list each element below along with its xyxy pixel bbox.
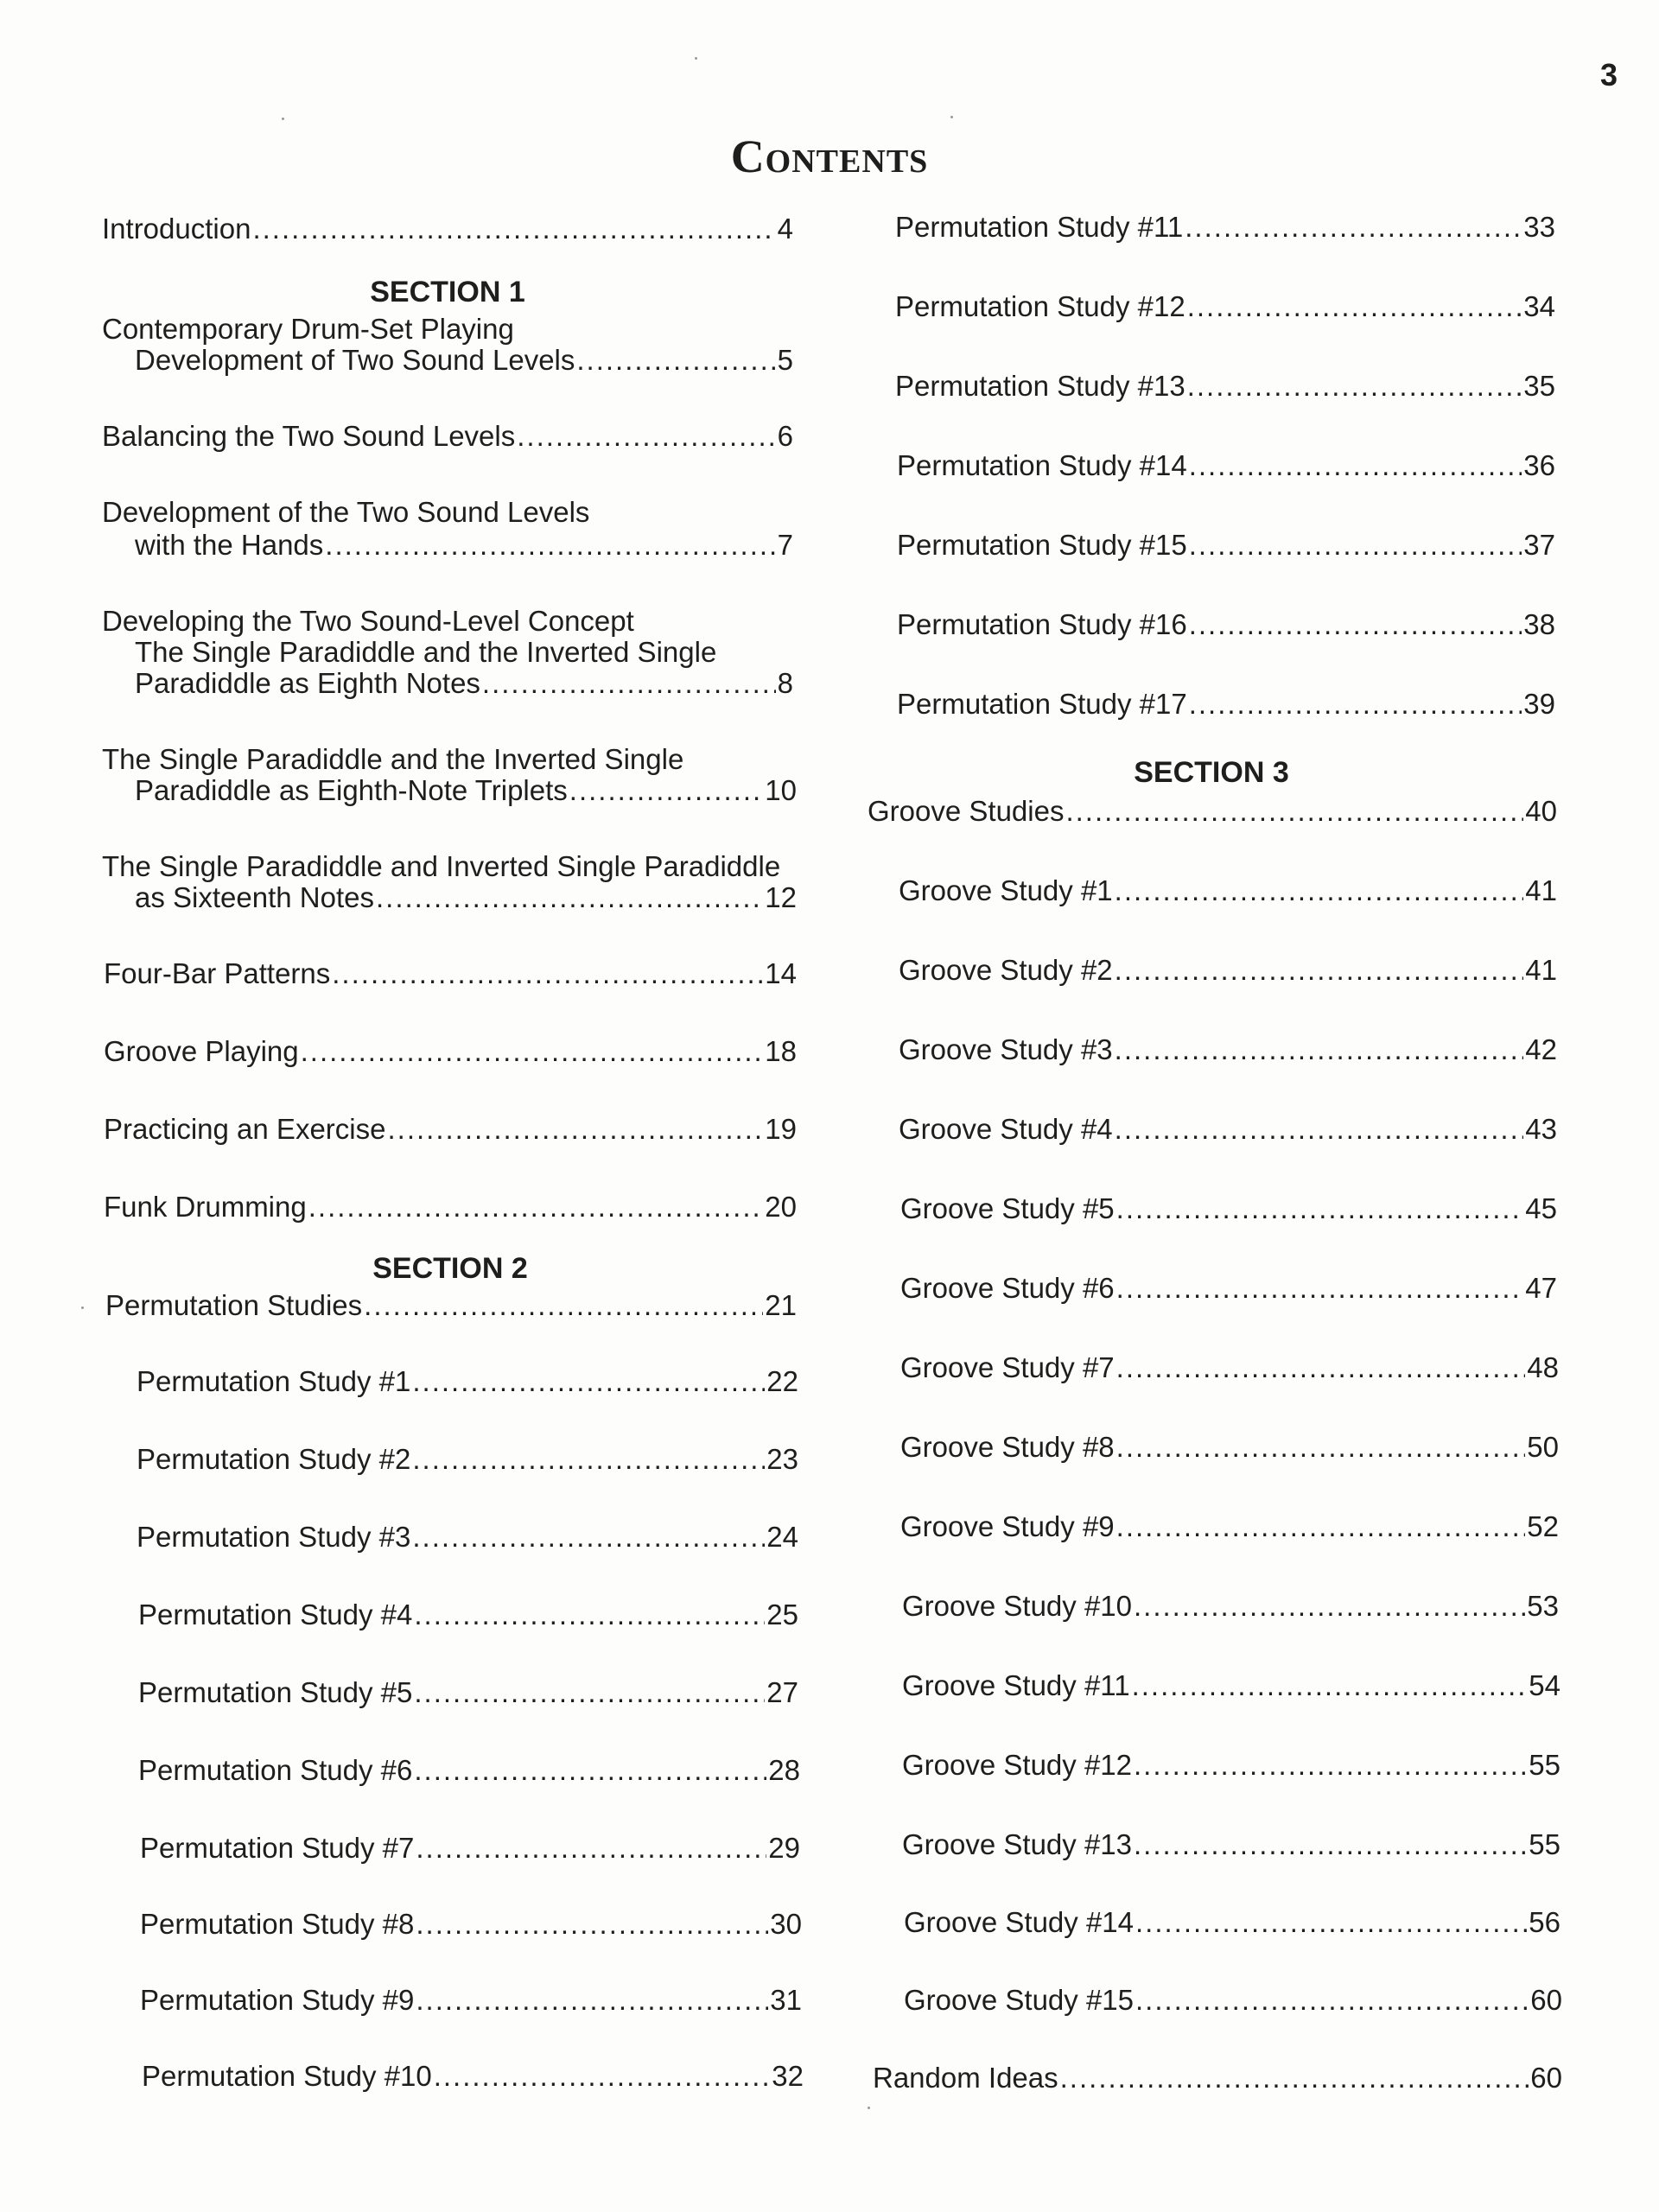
toc-label: Four-Bar Patterns bbox=[104, 957, 331, 989]
toc-entry-permutation-9[interactable] bbox=[140, 1984, 802, 2017]
toc-entry-random-ideas[interactable] bbox=[873, 2062, 1562, 2094]
toc-page: 53 bbox=[1527, 1590, 1559, 1622]
toc-entry-line1: The Single Paradiddle and the Inverted Single bbox=[102, 743, 684, 775]
toc-entry-eighth-notes[interactable] bbox=[135, 667, 793, 700]
toc-page: 55 bbox=[1529, 1749, 1560, 1781]
toc-page: 18 bbox=[765, 1035, 797, 1067]
toc-entry-groove-10[interactable] bbox=[902, 1590, 1559, 1623]
toc-entry-permutation-2[interactable] bbox=[137, 1443, 798, 1476]
toc-label: Permutation Study #9 bbox=[140, 1984, 415, 2016]
toc-label: Groove Studies bbox=[868, 795, 1065, 827]
scan-speck bbox=[282, 118, 284, 120]
toc-entry-permutation-studies[interactable] bbox=[105, 1289, 797, 1322]
toc-label: Groove Study #9 bbox=[900, 1510, 1115, 1542]
dot-leader bbox=[332, 957, 763, 990]
toc-label: Groove Playing bbox=[104, 1035, 299, 1067]
toc-page: 12 bbox=[765, 881, 797, 913]
dot-leader bbox=[1189, 529, 1522, 562]
dot-leader bbox=[1189, 688, 1522, 721]
toc-page: 19 bbox=[765, 1113, 797, 1145]
section-2-heading: SECTION 2 bbox=[372, 1252, 528, 1285]
dot-leader bbox=[1189, 608, 1522, 641]
toc-label: Groove Study #15 bbox=[904, 1984, 1134, 2016]
toc-page: 60 bbox=[1530, 1984, 1562, 2016]
dot-leader bbox=[414, 1599, 765, 1631]
toc-label: Groove Study #1 bbox=[899, 874, 1113, 906]
dot-leader bbox=[1134, 1590, 1525, 1623]
toc-entry-groove-1[interactable] bbox=[899, 874, 1557, 907]
dot-leader bbox=[1134, 1749, 1527, 1782]
toc-entry-permutation-4[interactable] bbox=[138, 1599, 798, 1631]
toc-label: Permutation Study #17 bbox=[897, 688, 1187, 720]
toc-page: 52 bbox=[1527, 1510, 1559, 1542]
toc-page: 4 bbox=[777, 213, 793, 245]
toc-label: Permutation Study #10 bbox=[142, 2060, 432, 2092]
toc-page: 24 bbox=[766, 1521, 798, 1553]
toc-entry-balancing[interactable] bbox=[102, 420, 793, 453]
toc-page: 25 bbox=[766, 1599, 798, 1630]
toc-entry-line1: The Single Paradiddle and Inverted Single Paradiddle bbox=[102, 850, 781, 882]
dot-leader bbox=[325, 529, 775, 562]
toc-page: 41 bbox=[1525, 954, 1557, 986]
toc-entry-development-two-sound-levels[interactable] bbox=[135, 344, 793, 377]
toc-label: Groove Study #6 bbox=[900, 1272, 1115, 1304]
toc-label: Permutation Study #2 bbox=[137, 1443, 411, 1475]
dot-leader bbox=[1189, 449, 1522, 482]
toc-label: Groove Study #4 bbox=[899, 1113, 1113, 1145]
toc-label: Development of Two Sound Levels bbox=[135, 344, 575, 376]
toc-entry-permutation-13[interactable] bbox=[895, 370, 1555, 403]
dot-leader bbox=[1116, 1272, 1524, 1305]
section-1-heading: SECTION 1 bbox=[370, 276, 525, 308]
dot-leader bbox=[1115, 1113, 1524, 1146]
toc-label: Permutation Study #6 bbox=[138, 1754, 413, 1786]
toc-entry-groove-9[interactable] bbox=[900, 1510, 1559, 1543]
scan-speck bbox=[695, 57, 697, 60]
toc-entry-groove-14[interactable] bbox=[904, 1906, 1560, 1939]
toc-page: 32 bbox=[772, 2060, 804, 2092]
dot-leader bbox=[517, 420, 775, 453]
toc-page: 40 bbox=[1525, 795, 1557, 827]
dot-leader bbox=[1132, 1669, 1528, 1702]
dot-leader bbox=[1185, 211, 1522, 244]
toc-label: Permutation Study #4 bbox=[138, 1599, 413, 1630]
toc-page: 39 bbox=[1523, 688, 1555, 720]
toc-label: Permutation Study #12 bbox=[895, 290, 1185, 322]
dot-leader bbox=[1116, 1431, 1526, 1464]
toc-entry-introduction[interactable] bbox=[102, 213, 793, 245]
toc-label: Permutation Study #16 bbox=[897, 608, 1187, 640]
dot-leader bbox=[1115, 954, 1524, 987]
toc-label: Introduction bbox=[102, 213, 251, 245]
toc-entry-practicing[interactable] bbox=[104, 1113, 797, 1146]
dot-leader bbox=[1135, 1984, 1529, 2017]
toc-label: Paradiddle as Eighth-Note Triplets bbox=[135, 774, 568, 806]
toc-page: 31 bbox=[770, 1984, 802, 2016]
toc-label: Random Ideas bbox=[873, 2062, 1058, 2094]
toc-entry-groove-6[interactable] bbox=[900, 1272, 1557, 1305]
dot-leader bbox=[1115, 1033, 1524, 1066]
toc-label: Practicing an Exercise bbox=[104, 1113, 386, 1145]
dot-leader bbox=[364, 1289, 763, 1322]
dot-leader bbox=[576, 344, 775, 377]
toc-label: Permutation Study #3 bbox=[137, 1521, 411, 1553]
toc-label: Groove Study #13 bbox=[902, 1828, 1132, 1860]
toc-page: 41 bbox=[1525, 874, 1557, 906]
toc-page: 54 bbox=[1529, 1669, 1560, 1701]
dot-leader bbox=[416, 1984, 768, 2017]
toc-label: Groove Study #14 bbox=[904, 1906, 1134, 1938]
toc-page: 8 bbox=[777, 667, 793, 699]
toc-page: 38 bbox=[1523, 608, 1555, 640]
toc-entry-groove-11[interactable] bbox=[902, 1669, 1560, 1702]
toc-page: 48 bbox=[1527, 1351, 1559, 1383]
toc-label: Groove Study #3 bbox=[899, 1033, 1113, 1065]
toc-page: 43 bbox=[1525, 1113, 1557, 1145]
toc-entry-funk-drumming[interactable] bbox=[104, 1191, 797, 1224]
scan-speck bbox=[81, 1306, 84, 1309]
toc-label: Permutation Study #5 bbox=[138, 1676, 413, 1708]
toc-page: 10 bbox=[765, 774, 797, 806]
dot-leader bbox=[1187, 290, 1522, 323]
toc-entry-permutation-7[interactable] bbox=[140, 1832, 800, 1865]
toc-label: Groove Study #2 bbox=[899, 954, 1113, 986]
toc-entry-permutation-15[interactable] bbox=[897, 529, 1555, 562]
toc-entry-permutation-8[interactable] bbox=[140, 1908, 802, 1941]
toc-label: Groove Study #12 bbox=[902, 1749, 1132, 1781]
dot-leader bbox=[1065, 795, 1523, 828]
dot-leader bbox=[1115, 874, 1524, 907]
dot-leader bbox=[1060, 2062, 1529, 2094]
toc-page: 20 bbox=[765, 1191, 797, 1223]
toc-page: 50 bbox=[1527, 1431, 1559, 1463]
toc-label: as Sixteenth Notes bbox=[135, 881, 374, 913]
toc-label: Groove Study #11 bbox=[902, 1669, 1130, 1701]
section-3-heading: SECTION 3 bbox=[1134, 756, 1289, 789]
toc-page: 42 bbox=[1525, 1033, 1557, 1065]
toc-entry-groove-5[interactable] bbox=[900, 1192, 1557, 1225]
dot-leader bbox=[412, 1365, 765, 1398]
toc-page: 37 bbox=[1523, 529, 1555, 561]
toc-label: with the Hands bbox=[135, 529, 324, 561]
toc-entry-line2: The Single Paradiddle and the Inverted Single bbox=[135, 636, 717, 668]
toc-entry-permutation-16[interactable] bbox=[897, 608, 1555, 641]
toc-label: Paradiddle as Eighth Notes bbox=[135, 667, 480, 699]
toc-page: 7 bbox=[777, 529, 793, 561]
toc-page: 33 bbox=[1523, 211, 1555, 243]
toc-page: 45 bbox=[1525, 1192, 1557, 1224]
toc-entry-groove-13[interactable] bbox=[902, 1828, 1560, 1861]
toc-page: 28 bbox=[768, 1754, 800, 1786]
toc-page: 21 bbox=[765, 1289, 797, 1321]
dot-leader bbox=[308, 1191, 764, 1224]
toc-page: 34 bbox=[1523, 290, 1555, 322]
toc-page: 56 bbox=[1529, 1906, 1560, 1938]
toc-page: 5 bbox=[777, 344, 793, 376]
toc-label: Permutation Studies bbox=[105, 1289, 363, 1321]
scan-speck bbox=[868, 2107, 870, 2109]
dot-leader bbox=[301, 1035, 764, 1068]
dot-leader bbox=[414, 1676, 765, 1709]
toc-label: Permutation Study #14 bbox=[897, 449, 1187, 481]
toc-page: 29 bbox=[768, 1832, 800, 1864]
toc-entry-permutation-12[interactable] bbox=[895, 290, 1555, 323]
toc-page: 36 bbox=[1523, 449, 1555, 481]
toc-label: Permutation Study #11 bbox=[895, 211, 1184, 243]
toc-page: 23 bbox=[766, 1443, 798, 1475]
toc-entry-permutation-14[interactable] bbox=[897, 449, 1555, 482]
toc-entry-sixteenth-notes[interactable] bbox=[135, 881, 797, 914]
dot-leader bbox=[1187, 370, 1522, 403]
toc-page: 14 bbox=[765, 957, 797, 989]
toc-entry-groove-studies[interactable] bbox=[868, 795, 1557, 828]
dot-leader bbox=[1135, 1906, 1527, 1939]
toc-entry-line1: Development of the Two Sound Levels bbox=[102, 496, 590, 528]
toc-label: Groove Study #7 bbox=[900, 1351, 1115, 1383]
toc-entry-permutation-5[interactable] bbox=[138, 1676, 798, 1709]
toc-page: 22 bbox=[766, 1365, 798, 1397]
dot-leader bbox=[412, 1443, 765, 1476]
toc-page: 47 bbox=[1525, 1272, 1557, 1304]
toc-entry-with-the-hands[interactable] bbox=[135, 529, 793, 562]
dot-leader bbox=[252, 213, 775, 245]
dot-leader bbox=[1116, 1192, 1524, 1225]
toc-entry-groove-2[interactable] bbox=[899, 954, 1557, 987]
dot-leader bbox=[1116, 1510, 1526, 1543]
dot-leader bbox=[387, 1113, 763, 1146]
dot-leader bbox=[416, 1908, 768, 1941]
dot-leader bbox=[416, 1832, 766, 1865]
toc-entry-groove-4[interactable] bbox=[899, 1113, 1557, 1146]
toc-page: 35 bbox=[1523, 370, 1555, 402]
toc-entry-line1: Developing the Two Sound-Level Concept bbox=[102, 605, 634, 637]
toc-label: Groove Study #5 bbox=[900, 1192, 1115, 1224]
page-title: Contents bbox=[730, 130, 929, 182]
toc-page: 60 bbox=[1530, 2062, 1562, 2094]
toc-label: Groove Study #10 bbox=[902, 1590, 1132, 1622]
dot-leader bbox=[434, 2060, 771, 2093]
toc-page: 30 bbox=[770, 1908, 802, 1940]
dot-leader bbox=[482, 667, 776, 700]
toc-entry-permutation-6[interactable] bbox=[138, 1754, 800, 1787]
toc-entry-groove-15[interactable] bbox=[904, 1984, 1562, 2017]
dot-leader bbox=[376, 881, 763, 914]
toc-label: Permutation Study #13 bbox=[895, 370, 1185, 402]
toc-entry-groove-3[interactable] bbox=[899, 1033, 1557, 1066]
toc-entry-permutation-17[interactable] bbox=[897, 688, 1555, 721]
toc-label: Permutation Study #7 bbox=[140, 1832, 415, 1864]
toc-label: Permutation Study #8 bbox=[140, 1908, 415, 1940]
toc-entry-eighth-note-triplets[interactable] bbox=[135, 774, 797, 807]
dot-leader bbox=[414, 1754, 766, 1787]
dot-leader bbox=[569, 774, 764, 807]
toc-label: Funk Drumming bbox=[104, 1191, 307, 1223]
toc-entry-permutation-3[interactable] bbox=[137, 1521, 798, 1554]
toc-label: Balancing the Two Sound Levels bbox=[102, 420, 516, 452]
toc-page: 6 bbox=[777, 420, 793, 452]
page-number: 3 bbox=[1599, 57, 1618, 92]
toc-entry-permutation-10[interactable] bbox=[142, 2060, 804, 2093]
toc-label: Permutation Study #1 bbox=[137, 1365, 411, 1397]
toc-entry-groove-12[interactable] bbox=[902, 1749, 1560, 1782]
toc-entry-permutation-11[interactable] bbox=[895, 211, 1555, 244]
dot-leader bbox=[1134, 1828, 1527, 1861]
toc-entry-groove-7[interactable] bbox=[900, 1351, 1559, 1384]
toc-label: Groove Study #8 bbox=[900, 1431, 1115, 1463]
toc-entry-permutation-1[interactable] bbox=[137, 1365, 798, 1398]
toc-page: 27 bbox=[766, 1676, 798, 1708]
scan-speck bbox=[950, 116, 953, 118]
toc-entry-groove-playing[interactable] bbox=[104, 1035, 797, 1068]
toc-entry-line1: Contemporary Drum-Set Playing bbox=[102, 313, 514, 345]
dot-leader bbox=[1116, 1351, 1526, 1384]
toc-entry-four-bar-patterns[interactable] bbox=[104, 957, 797, 990]
toc-label: Permutation Study #15 bbox=[897, 529, 1187, 561]
toc-entry-groove-8[interactable] bbox=[900, 1431, 1559, 1464]
dot-leader bbox=[412, 1521, 765, 1554]
toc-page: 55 bbox=[1529, 1828, 1560, 1860]
